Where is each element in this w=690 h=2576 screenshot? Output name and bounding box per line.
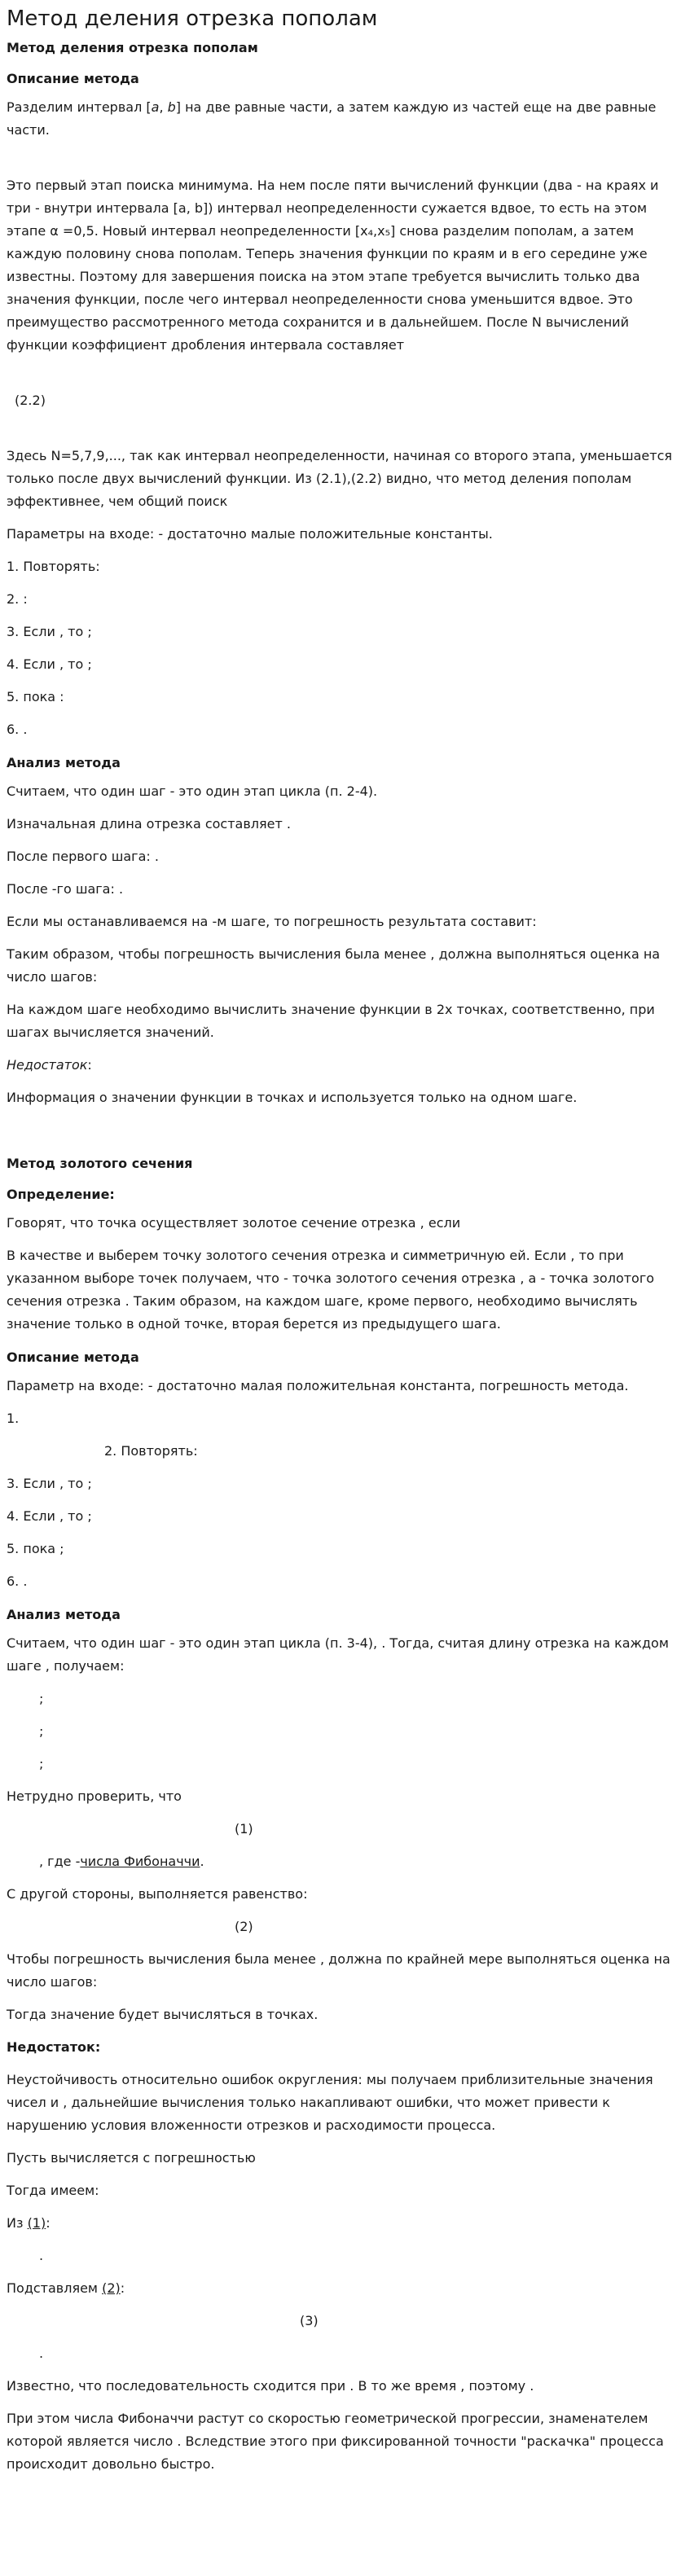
paragraph-here-n: Здесь N=5,7,9,..., так как интервал неопределенности, начиная со второго этапа, уменьшается только после двух вычислений функции. Из (2.1),(2.2) видно, что метод деления пополам эффективнее, чем общий поиск bbox=[7, 448, 673, 509]
from-eq-1-line bbox=[7, 2212, 683, 2235]
golden-step-3: 3. Если , то ; bbox=[7, 1476, 92, 1491]
eq-2-link[interactable]: (2) bbox=[102, 2280, 121, 2296]
step-6: 6. . bbox=[7, 722, 28, 737]
section-heading-definition: Определение: bbox=[7, 1187, 115, 1202]
substitute-eq-2-line bbox=[7, 2277, 683, 2300]
eq-1-link[interactable]: (1) bbox=[27, 2215, 46, 2231]
text-span: Из bbox=[7, 2215, 28, 2231]
paragraph-intro bbox=[7, 96, 683, 142]
analysis2-paragraph-1: Считаем, что один шаг - это один этап цикла (п. 3-4), . Тогда, считая длину отрезка на каждом шаге , получаем: bbox=[7, 1635, 669, 1674]
step-4: 4. Если , то ; bbox=[7, 656, 92, 672]
analysis2-paragraph-3: С другой стороны, выполняется равенство: bbox=[7, 1886, 308, 1902]
definition-paragraph-1: Говорят, что точка осуществляет золотое сечение отрезка , если bbox=[7, 1215, 461, 1231]
text-span: , bbox=[159, 99, 168, 115]
drawback-text: Информация о значении функции в точках и используется только на одном шаге. bbox=[7, 1090, 578, 1105]
definition-paragraph-2: В качестве и выберем точку золотого сечения отрезка и симметричную ей. Если , то при указанном выборе точек получаем, что - точка золотого сечения отрезка , а - точка золотого сечения отрезка . Таким образом, на каждом шаге, кроме первого, необходимо вычислять значение только в одной точке, вторая берется из предыдущего шага. bbox=[7, 1248, 655, 1332]
colon: : bbox=[87, 1057, 92, 1073]
analysis-line-3: После первого шага: . bbox=[7, 849, 159, 864]
eq-label: (2.2) bbox=[15, 393, 46, 408]
golden-params: Параметр на входе: - достаточно малая положительная константа, погрешность метода. bbox=[7, 1378, 629, 1393]
text-span: ] на две равные части, а затем каждую из частей еще на две равные части. bbox=[7, 99, 657, 138]
paragraph-params: Параметры на входе: - достаточно малые положительные константы. bbox=[7, 526, 493, 542]
analysis2-paragraph-4: Чтобы погрешность вычисления была менее , должна по крайней мере выполняться оценка на число шагов: bbox=[7, 1951, 670, 1990]
drawback2-text: Неустойчивость относительно ошибок округления: мы получаем приблизительные значения чисел и , дальнейшие вычисления только накапливают ошибки, что может привести к нарушению условия вложенности отрезков и расходимости процесса. bbox=[7, 2072, 653, 2133]
step-5: 5. пока : bbox=[7, 689, 64, 704]
drawback-label bbox=[7, 1054, 683, 1077]
fibonacci-link[interactable]: числа Фибоначчи bbox=[80, 1854, 200, 1869]
drawback2-label bbox=[7, 2036, 683, 2059]
text-span: . bbox=[200, 1854, 204, 1869]
spacer bbox=[7, 1119, 683, 1142]
semicolon-line-2: ; bbox=[39, 1723, 44, 1739]
golden-step-5: 5. пока ; bbox=[7, 1541, 64, 1556]
drawback2-label-text: Недостаток bbox=[7, 2039, 95, 2055]
text-span: Подставляем bbox=[7, 2280, 103, 2296]
spacer bbox=[7, 366, 683, 389]
analysis2-paragraph-2: Нетрудно проверить, что bbox=[7, 1788, 182, 1804]
article bbox=[0, 5, 690, 2476]
dot-line-2: . bbox=[39, 2346, 44, 2361]
step-1: 1. Повторять: bbox=[7, 559, 100, 574]
text-span: : bbox=[46, 2215, 51, 2231]
spacer bbox=[7, 422, 683, 445]
golden-step-2: 2. Повторять: bbox=[104, 1443, 198, 1459]
drawback-label-text: Недостаток bbox=[7, 1057, 88, 1073]
page-title: Метод деления отрезка пополам bbox=[7, 7, 378, 31]
analysis-line-7: На каждом шаге необходимо вычислить значение функции в 2х точках, соответственно, при шагах вычисляется значений. bbox=[7, 1002, 655, 1040]
section-heading-description: Описание метода bbox=[7, 71, 139, 86]
golden-step-6: 6. . bbox=[7, 1573, 28, 1589]
text-span: , где - bbox=[39, 1854, 81, 1869]
analysis-line-2: Изначальная длина отрезка составляет . bbox=[7, 816, 291, 832]
analysis-line-4: После -го шага: . bbox=[7, 881, 124, 897]
golden-step-1: 1. bbox=[7, 1411, 20, 1426]
doc-title: Метод деления отрезка пополам bbox=[7, 40, 258, 55]
colon: : bbox=[94, 2039, 101, 2055]
var-a: a bbox=[151, 99, 160, 115]
analysis-line-5: Если мы останавливаемся на -м шаге, то погрешность результата составит: bbox=[7, 914, 537, 929]
analysis-line-6: Таким образом, чтобы погрешность вычисления была менее , должна выполняться оценка на число шагов: bbox=[7, 946, 661, 985]
analysis2-paragraph-5: Тогда значение будет вычисляться в точках. bbox=[7, 2007, 319, 2022]
dot-line-1: . bbox=[39, 2248, 44, 2263]
var-b: b bbox=[167, 99, 176, 115]
section-heading-analysis-2: Анализ метода bbox=[7, 1607, 121, 1622]
analysis2-paragraph-9: При этом числа Фибоначчи растут со скоростью геометрической прогрессии, знаменателем которой является число . Вследствие этого при фиксированной точности "раскачка" процесса происходит довольно быстро. bbox=[7, 2411, 664, 2472]
analysis2-paragraph-6: Пусть вычисляется с погрешностью bbox=[7, 2150, 256, 2166]
section-heading-analysis: Анализ метода bbox=[7, 755, 121, 770]
text-span: : bbox=[120, 2280, 125, 2296]
analysis-line-1: Считаем, что один шаг - это один этап цикла (п. 2-4). bbox=[7, 783, 378, 799]
equation-number-2-2 bbox=[7, 389, 683, 412]
step-3: 3. Если , то ; bbox=[7, 624, 92, 639]
section-heading-golden: Метод золотого сечения bbox=[7, 1156, 193, 1171]
semicolon-line-3: ; bbox=[39, 1756, 44, 1771]
golden-step-4: 4. Если , то ; bbox=[7, 1508, 92, 1524]
equation-number-1: (1) bbox=[235, 1821, 253, 1837]
spacer bbox=[7, 151, 683, 174]
step-2: 2. : bbox=[7, 591, 28, 607]
section-heading-golden-description: Описание метода bbox=[7, 1349, 139, 1365]
text-span: Разделим интервал [ bbox=[7, 99, 152, 115]
analysis2-paragraph-7: Тогда имеем: bbox=[7, 2183, 99, 2198]
analysis2-paragraph-8: Известно, что последовательность сходится при . В то же время , поэтому . bbox=[7, 2378, 534, 2394]
equation-number-2: (2) bbox=[235, 1919, 253, 1934]
fibonacci-line bbox=[7, 1850, 683, 1873]
equation-number-3: (3) bbox=[300, 2313, 319, 2328]
paragraph-first-stage: Это первый этап поиска минимума. На нем после пяти вычислений функции (два - на краях и три - внутри интервала [a, b]) интервал неопределенности сужается вдвое, то есть на этом этапе α =0,5. Новый интервал неопределенности [x₄,x₅] снова разделим пополам, а затем каждую половину снова пополам. Теперь значения функции по краям и в его середине уже известны. Поэтому для завершения поиска на этом этапе требуется вычислить только два значения функции, после чего интервал неопределенности снова уменьшится вдвое. Это преимущество рассмотренного метода сохранится и в дальнейшем. После N вычислений функции коэффициент дробления интервала составляет bbox=[7, 178, 659, 353]
semicolon-line-1: ; bbox=[39, 1691, 44, 1706]
